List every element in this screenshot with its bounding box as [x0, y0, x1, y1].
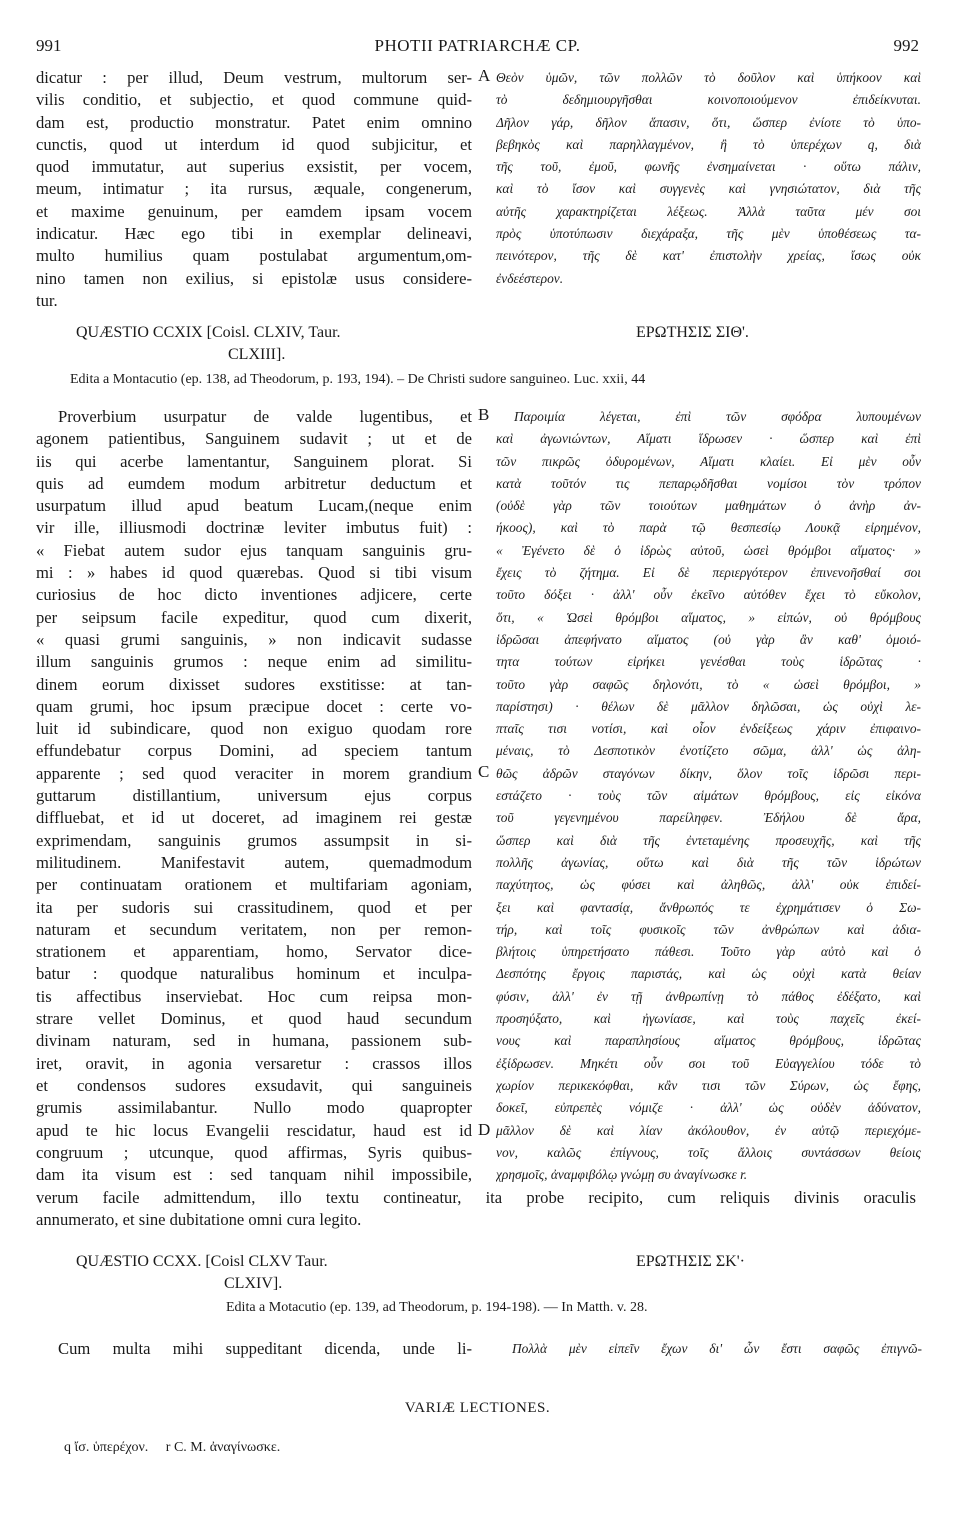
text-line: grumis assimilabantur. Nullo modo quapropter — [36, 1098, 472, 1118]
text-line: apud te hic locus Evangelii rescidatur, haud est id — [36, 1120, 472, 1140]
quaestio-220-heading-line-1: QUÆSTIO CCXX. [Coisl CLXV Taur. — [76, 1253, 328, 1270]
text-line: νον, καλῶς ἐπίγνους, τοῖς ἄλλοις συντάσσων θείοις — [496, 1144, 921, 1160]
text-line: militudinem. Manifestavit autem, quemadmodum — [36, 852, 472, 872]
text-line: tur. — [36, 290, 58, 310]
text-line: agonem patientibus, Sanguinem sudavit ; ut et de — [36, 429, 472, 449]
quaestio-220-edition-note: Edita a Motacutio (ep. 139, ad Theodorum, p. 194-198). — In Matth. v. 28. — [226, 1300, 648, 1315]
text-line: τῆς τοῦ, ἐμοῦ, φωνῆς ἐνσημαίνεται · οὕτω πάλιν, — [496, 159, 921, 175]
text-line: quam grumi, hoc ipsum præcipue docet : certe vo- — [36, 696, 472, 716]
margin-marker-a: A — [478, 66, 491, 85]
text-line: μέναις, τὸ Δεσποτικὸν ἐνοτίζετο σῶμα, ἀλλ' ὡς ἀλη- — [496, 743, 921, 759]
text-line: batur : quodque naturalibus hominum et inculpa- — [36, 964, 472, 984]
text-line: ita per sudoris sui crassitudinem, quod et per — [36, 897, 472, 917]
text-line: iis qui acerbe lamentantur, Sanguinem plorat. Si — [36, 451, 472, 471]
text-line: meum, intimatur ; ita rursus, æquale, congenerum, — [36, 179, 472, 199]
text-line: ἱδρῶσαι ἀπεφήνατο αἵματος (οὐ γὰρ ἂν καθ' ὁμοιό- — [496, 631, 921, 647]
text-line: usurpatum illud apud beatum Lucam,(neque enim — [36, 496, 472, 516]
text-line: dicatur : per illud, Deum vestrum, multorum ser- — [36, 68, 472, 87]
page-number-right: 992 — [893, 36, 919, 55]
text-line: πταῖς τισι νοτίσι, καὶ οἷον ἐνδείξεως χάριν ἐπιφαινο- — [496, 721, 921, 737]
text-line: ήκοος), καὶ τὸ παρὰ τῷ θεσπεσίῳ Λουκᾷ εἰρημένον, — [496, 520, 921, 536]
text-line: ἔχεις τὸ ζήτημα. Εἰ δὲ περιεργότερον ἐπινενοῆσθαί σοι — [496, 565, 921, 581]
text-line: Δῆλον γάρ, δῆλον ἅπασιν, ὅτι, ὥσπερ ἐνίοτε τὸ ὑπο- — [496, 114, 921, 130]
quaestio-219-heading — [76, 322, 476, 366]
quaestio-219-heading-line-2: CLXIII]. — [228, 346, 286, 363]
text-line: strationem et apparentiam, homo, Servator dice- — [36, 942, 472, 962]
text-line: et maxime genuinum, per eamdem ipsam vocem — [36, 201, 472, 221]
text-line: καὶ ἀγωνιώντων, Αἵματι ἵδρωσεν · ὥσπερ καὶ ἐπὶ — [496, 431, 921, 447]
text-line: annumerato, et sine dubitatione omni cura legito. — [36, 1210, 362, 1230]
text-line: curiosius de hoc dicto inventiones adjicere, certe — [36, 585, 472, 605]
quaestio-219-heading-line-1: QUÆSTIO CCXIX [Coisl. CLXIV, Taur. — [76, 324, 341, 341]
text-line: guttarum distillantium, universum ejus corpus — [36, 786, 472, 806]
text-line: πολλῆς ἀγωνίας, οὕτω καὶ διὰ τῆς τῶν ἱδρώτων — [496, 854, 921, 870]
text-line: « Ἐγένετο δὲ ὁ ἱδρὼς αὐτοῦ, ὡσεὶ θρόμβοι αἵματος· » — [496, 542, 921, 558]
text-line: χωρίον περικεκόφθαι, κἂν τισι τῶν Σύρων, ὡς ἔφης, — [496, 1077, 921, 1093]
text-line: verum facile admittendum, illo textu contineatur, ita probe recipito, cum reliquis divinis oraculis — [36, 1188, 916, 1207]
text-line: ὅτι, « Ὡσεὶ θρόμβοι αἵματος, » εἰπών, οὐ θρόμβους — [496, 609, 921, 625]
text-line: τοῦ γεγενημένου παρείληφεν. Ἐδήλου δὲ ἄρα, — [496, 810, 921, 826]
variant-note-r: r C. M. ἀναγίνωσκε. — [165, 1440, 281, 1455]
text-line: illum sanguinis grumos : neque enim ad similitu- — [36, 652, 472, 672]
text-line: προσηύξατο, καὶ ἠγωνίασε, καὶ τοὺς παχεῖς ἐκεί- — [496, 1011, 921, 1027]
text-line: diffluebat, et id ut doceret, ad imaginem rei gestæ — [36, 808, 472, 828]
latin-column-section-1 — [36, 67, 472, 312]
text-line: Proverbium usurpatur de valde lugentibus, et — [58, 407, 472, 426]
text-line: luit id subindicare, quod non exiguo quodam rore — [36, 719, 472, 739]
text-line: per continuatam orationem et multifariam agoniam, — [36, 875, 472, 895]
margin-marker-b: B — [478, 405, 490, 424]
text-line: quod immutatur, aut superius exsistit, per vocem, — [36, 157, 472, 177]
text-line: Πολλὰ μὲν εἰπεῖν ἔχων δι' ὧν ἔστι σαφῶς ἐπιγνῶ- — [512, 1341, 922, 1356]
text-line: naturam et secundum veritatem, non per remon- — [36, 919, 472, 939]
text-line: πεινότερον, τῆς δὲ κατ' ἐπιστολὴν χρείας, ἴσως οὐκ — [496, 248, 921, 264]
variae-lectiones-heading: VARIÆ LECTIONES. — [404, 1400, 551, 1416]
text-line: multo humilius quam postulabat argumentum,om- — [36, 246, 472, 266]
text-line: mi : » habes id quod quærebas. Quod si tibi visum — [36, 563, 472, 583]
text-line: καὶ τὸ ἴσον καὶ συγγενὲς καὶ γνησιώτατον, διὰ τῆς — [496, 181, 921, 197]
erotesis-219-heading: ΕΡΩΤΗΣΙΣ ΣΙΘ'. — [636, 324, 749, 341]
text-line: χρησμοῖς, ἀναμφιβόλῳ γνώμῃ συ ἀναγίνωσκε r. — [496, 1167, 748, 1183]
text-line: Παροιμία λέγεται, ἐπὶ τῶν σφόδρα λυπουμένων — [514, 409, 921, 424]
text-line: vir ille, illiusmodi doctrinæ leviter imbutus fuit) : — [36, 518, 472, 538]
text-line: per seipsum facile expeditur, quod cum dixerit, — [36, 607, 472, 627]
greek-column-quaestio-219 — [496, 406, 921, 1186]
page-number-left: 991 — [36, 36, 62, 55]
text-line: τῶν πικρῶς ὀδυρομένων, Αἵματι κλαίει. Εἰ μὲν οὖν — [496, 453, 921, 469]
text-line: δοκεῖ, εὐπρεπὲς νόμιζε · ἀλλ' ὡς οὐδὲν ἀδύνατον, — [496, 1100, 921, 1116]
variant-note-q: q ἴσ. ὑπερέχον. — [64, 1440, 149, 1455]
text-line: τοῦτο δόξει · ἀλλ' οὖν ἐκεῖνο αὐτόθεν ἔχει τὸ εὔκολον, — [496, 587, 921, 603]
text-line: Δεσπότης ἔργοις παριστάς, καὶ ὡς οὐχὶ κατὰ θείαν — [496, 966, 921, 982]
text-line: βλήτοις ὑπηρετήσατο πάθεσι. Τοῦτο γὰρ αὐτὸ καὶ ὁ — [496, 944, 921, 960]
text-line: νους καὶ παραπλησίους αἵματος θρόμβους, ἱδρῶτας — [496, 1033, 921, 1049]
text-line: ὥσπερ καὶ διὰ τῆς ἐντεταμένης προσευχῆς, καὶ τῆς — [496, 832, 921, 848]
text-line: strare vellet Dominus, et quod haud secundum — [36, 1009, 472, 1029]
text-line: μᾶλλον δὲ καὶ λίαν ἀκόλουθον, ἐν αὐτῷ περιεχόμε- — [496, 1122, 921, 1138]
text-line: τήρ, καὶ τοῖς φυσικοῖς τῶν ἀνθρώπων καὶ ἀδια- — [496, 921, 921, 937]
text-line: « Fiebat autem sudor ejus tanquam sanguinis gru- — [36, 540, 472, 560]
latin-column-quaestio-219 — [36, 406, 472, 1186]
text-line: ἐξίδρωσεν. Μηκέτι οὖν σοι τοῦ Εὐαγγελίου τόδε τὸ — [496, 1055, 921, 1071]
text-line: dam est, productio monstratur. Patet enim omnino — [36, 112, 472, 132]
running-title: PHOTII PATRIARCHÆ CP. — [374, 36, 581, 55]
variae-lectiones-notes — [64, 1440, 294, 1456]
margin-marker-c: C — [478, 762, 490, 781]
margin-marker-d: D — [478, 1120, 491, 1139]
text-line: effundebatur corpus Domini, ad speciem tantum — [36, 741, 472, 761]
text-line: iret, oravit, in agonia versaretur : crassos illos — [36, 1053, 472, 1073]
greek-column-section-1 — [496, 67, 921, 290]
text-line: et condensos sudores exsudavit, qui sanguineis — [36, 1075, 472, 1095]
text-line: βεβηκὸς καὶ παρηλλαγμένον, ἢ τὸ ὑπερέχων q, διὰ — [496, 136, 921, 152]
text-line: θῶς ἀδρῶν σταγόνων δίκην, ὅλον τοῖς ἱδρῶσι περι- — [496, 765, 921, 781]
text-line: tis affectibus inserviebat. Hoc cum reipsa mon- — [36, 986, 472, 1006]
text-line: cunctis, quod ut interdum id quod subjicitur, et — [36, 134, 472, 154]
latin-column-quaestio-220 — [36, 1338, 472, 1360]
text-line: Θεὸν ὑμῶν, τῶν πολλῶν τὸ δοῦλον καὶ ὑπήκοον καὶ — [496, 70, 921, 85]
text-line: ἐνδεέστερον. — [496, 270, 564, 286]
text-line: exprimendam, sanguinis grumos assumpsit in si- — [36, 830, 472, 850]
greek-column-quaestio-220 — [512, 1338, 922, 1360]
text-line: congruum ; utcunque, quod affirmas, Syris quibus- — [36, 1142, 472, 1162]
text-line: « quasi grumi sanguinis, » non indicavit sudasse — [36, 629, 472, 649]
text-line: nino tamen non exilius, si epistolæ usus considere- — [36, 268, 472, 288]
text-line: (οὐδὲ γὰρ τῶν τοιούτων μαθημάτων ὁ ἀνὴρ ἀν- — [496, 498, 921, 514]
text-line: Cum multa mihi suppeditant dicenda, unde li- — [58, 1339, 472, 1358]
quaestio-220-heading-line-2: CLXIV]. — [224, 1275, 283, 1292]
text-line: παχύτητος, ὡς φύσει καὶ ἀληθῶς, ἀλλ' οὐκ ἐπιδεί- — [496, 877, 921, 893]
text-line: αὐτῆς χαρακτηρίζεται λέξεως. Ἀλλὰ ταῦτα μέν σοι — [496, 203, 921, 219]
text-line: φύσιν, ἀλλ' ἐν τῇ ἀνθρωπίνῃ τὸ πάθος ἐδέξατο, καὶ — [496, 988, 921, 1004]
running-header — [36, 36, 919, 62]
text-line: quis ad eumdem modum arbitretur deductum et — [36, 473, 472, 493]
text-line: divinam naturam, sed in humana, passionem sub- — [36, 1031, 472, 1051]
quaestio-219-edition-note: Edita a Montacutio (ep. 138, ad Theodorum, p. 193, 194). – De Christi sudore sanguineo. Luc. xxii, 44 — [70, 372, 646, 387]
erotesis-220-heading: ΕΡΩΤΗΣΙΣ ΣΚ'· — [636, 1253, 745, 1270]
text-line: vilis conditio, et subjectio, et quod commune quid- — [36, 90, 472, 110]
text-line: τὸ δεδημιουργῆσθαι κοινοποιούμενον ἐπιδείκνυται. — [496, 92, 921, 108]
text-line: εστάζετο · τοὺς τῶν αἱμάτων θρόμβους, εἰς εἰκόνα — [496, 788, 921, 804]
text-line: παρίστησι) · θέλων δὲ μᾶλλον δηλῶσαι, ὡς οὐχὶ λε- — [496, 698, 921, 714]
text-line: ξει καὶ φαντασίᾳ, ἄνθρωπός τε ἐχρημάτισεν ὁ Σω- — [496, 899, 921, 915]
text-line: dam ita visum est : sed tanquam nihil impossibile, — [36, 1165, 472, 1185]
text-line: τητα τούτων εἰρήκει γενέσθαι τοὺς ἱδρῶτας · — [496, 654, 921, 670]
text-line: apparente ; sed quod veraciter in morem grandium — [36, 763, 472, 783]
quaestio-220-heading — [76, 1251, 476, 1295]
text-line: κατὰ τοῦτόν τις πεπαρῳδῆσθαι νομίσοι τὸν τρόπον — [496, 475, 921, 491]
text-line: τοῦτο γὰρ σαφῶς δηλονότι, τὸ « ὡσεὶ θρόμβοι, » — [496, 676, 921, 692]
text-line: indicatur. Hæc ego tibi in exemplar delineavi, — [36, 224, 472, 244]
text-line: πρὸς ὑποτύπωσιν διεχάραξα, τῆς μὲν ὑποθέσεως τα- — [496, 226, 921, 242]
full-width-continuation — [36, 1187, 916, 1232]
text-line: dinem eorum dixisset sudores exstitisse: at tan- — [36, 674, 472, 694]
